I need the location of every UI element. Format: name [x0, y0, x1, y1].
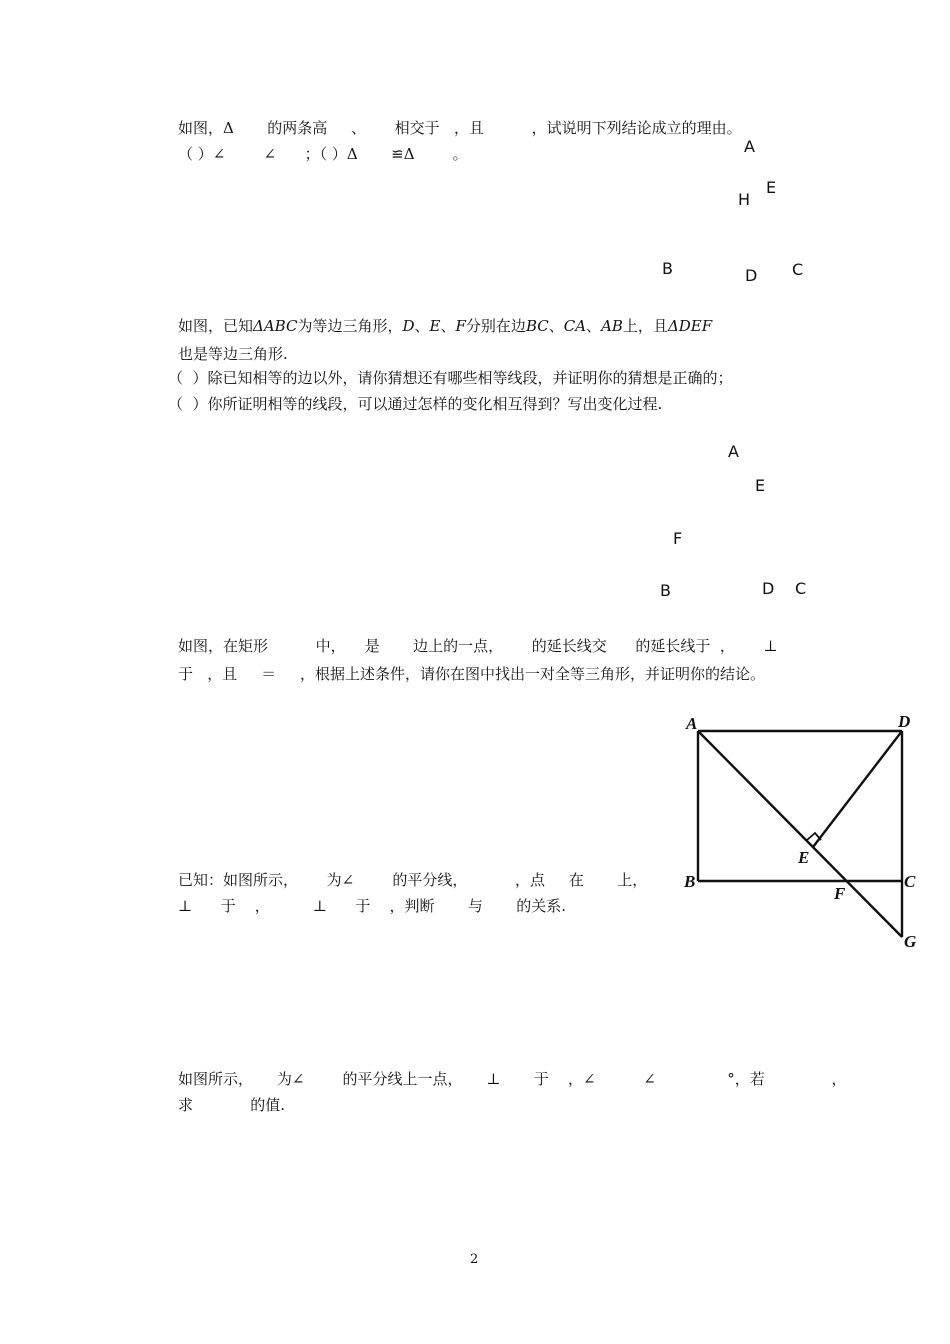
fig-label-b: B: [684, 872, 696, 891]
p2-math-bc: BC: [525, 317, 549, 335]
p1-label-h: H: [738, 190, 751, 209]
p2-text: 分别在边: [465, 317, 526, 335]
p1-label-e: E: [766, 178, 777, 197]
p1-label-c: C: [792, 260, 804, 279]
p2-math-ab: AB: [601, 317, 623, 335]
p2-math-d: D: [402, 317, 415, 335]
p2-label-f: F: [673, 529, 683, 548]
fig-label-e: E: [798, 848, 810, 867]
fig-label-c: C: [904, 872, 916, 891]
p2-math-ca: CA: [563, 317, 587, 335]
p2-text: 为等边三角形，: [297, 317, 403, 335]
p2-text: 如图，已知: [178, 317, 254, 335]
p2-sep: 、: [440, 317, 456, 335]
p2-math-f: F: [455, 317, 466, 335]
problem3-line2: 于 ，且 ＝ ，根据上述条件，请你在图中找出一对全等三角形，并证明你的结论。: [178, 665, 765, 683]
p2-math-abc: ΔABC: [253, 317, 298, 335]
problem1-line1: 如图，Δ 的两条高 、 相交于 ，且 ，试说明下列结论成立的理由。: [178, 119, 742, 137]
p1-label-b: B: [662, 259, 673, 278]
segment-ag: [698, 731, 902, 937]
p2-label-b: B: [660, 581, 671, 600]
problem2-line1: [178, 316, 712, 336]
fig-label-a: A: [686, 714, 698, 733]
p1-label-d: D: [745, 266, 758, 285]
fig-label-g: G: [904, 932, 917, 951]
problem1-line2: （ ）∠ ∠ ；（ ）Δ ≌Δ 。: [178, 145, 468, 163]
p2-math-e: E: [429, 317, 441, 335]
problem2-line3: （ ）除已知相等的边以外，请你猜想还有哪些相等线段，并证明你的猜想是正确的；: [168, 369, 733, 387]
rectangle-figure: [680, 705, 920, 955]
p1-label-a: A: [744, 137, 755, 156]
p2-math-def: ΔDEF: [667, 317, 713, 335]
p2-label-c: C: [795, 579, 807, 598]
fig-label-d: D: [898, 712, 911, 731]
p2-label-e: E: [755, 476, 766, 495]
p2-label-d: D: [762, 579, 775, 598]
p2-sep: 、: [548, 317, 564, 335]
problem5-line2: 求 的值.: [178, 1096, 285, 1114]
p2-sep: 、: [414, 317, 430, 335]
p2-sep: 、: [586, 317, 602, 335]
problem2-line2: 也是等边三角形.: [178, 345, 288, 363]
page-number: 2: [470, 1252, 479, 1267]
problem4-line2: ⊥ 于 ， ⊥ 于 ，判断 与 的关系.: [178, 897, 567, 915]
fig-label-f: F: [834, 884, 846, 903]
problem3-line1: 如图，在矩形 中， 是 边上的一点， 的延长线交 的延长线于 ， ⊥: [178, 637, 778, 655]
p2-text: 上，且: [622, 317, 668, 335]
problem2-line4: （ ）你所证明相等的线段，可以通过怎样的变化相互得到？写出变化过程.: [168, 395, 663, 413]
segment-de: [813, 731, 902, 847]
problem5-line1: 如图所示， 为∠ 的平分线上一点， ⊥ 于 ，∠ ∠ °，若 ，: [178, 1070, 847, 1088]
p2-label-a: A: [728, 442, 739, 461]
problem4-line1: 已知：如图所示， 为∠ 的平分线， ，点 在 上，: [178, 871, 648, 889]
